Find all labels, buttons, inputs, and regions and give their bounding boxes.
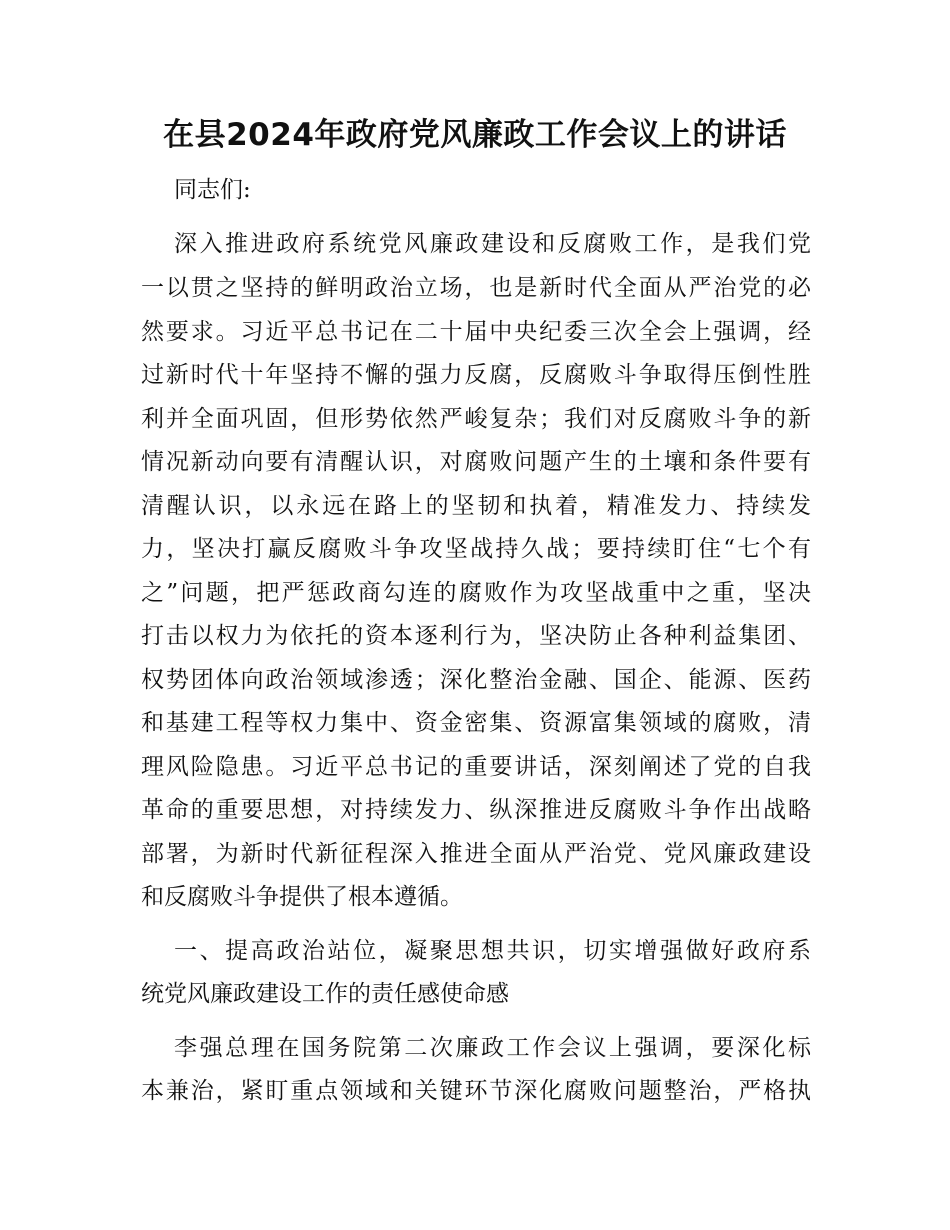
paragraph-line: 和反腐败斗争提供了根本遵循。 [141,884,463,910]
paragraph-line: 李强总理在国务院第二次廉政工作会议上强调，要深化标 [174,1035,811,1061]
paragraph-line: 之”问题，把严惩政商勾连的腐败作为攻坚战重中之重，坚决 [141,580,811,606]
paragraph-line: 力，坚决打赢反腐败斗争攻坚战持久战；要持续盯住“七个有 [141,536,811,562]
paragraph-line: 然要求。习近平总书记在二十届中央纪委三次全会上强调，经 [141,319,811,345]
paragraph-line: 本兼治，紧盯重点领域和关键环节深化腐败问题整治，严格执 [141,1078,811,1104]
paragraph-line: 部署，为新时代新征程深入推进全面从严治党、党风廉政建设 [141,841,811,867]
paragraph-line: 权势团体向政治领域渗透；深化整治金融、国企、能源、医药 [141,667,811,693]
paragraph-line: 打击以权力为依托的资本逐利行为，坚决防止各种利益集团、 [141,623,811,649]
paragraph-line: 革命的重要思想，对持续发力、纵深推进反腐败斗争作出战略 [141,797,811,823]
document-title: 在县2024年政府党风廉政工作会议上的讲话 [163,117,787,153]
paragraph-line: 情况新动向要有清醒认识，对腐败问题产生的土壤和条件要有 [141,449,811,475]
paragraph-line: 理风险隐患。习近平总书记的重要讲话，深刻阐述了党的自我 [141,754,811,780]
heading-line: 统党风廉政建设工作的责任感使命感 [141,981,509,1007]
paragraph-line: 和基建工程等权力集中、资金密集、资源富集领域的腐败，清 [141,710,811,736]
paragraph-line: 清醒认识，以永远在路上的坚韧和执着，精准发力、持续发 [141,493,811,519]
paragraph-line: 利并全面巩固，但形势依然严峻复杂；我们对反腐败斗争的新 [141,406,811,432]
salutation: 同志们: [174,177,251,203]
paragraph-line: 过新时代十年坚持不懈的强力反腐，反腐败斗争取得压倒性胜 [141,362,811,388]
paragraph-line: 一以贯之坚持的鲜明政治立场，也是新时代全面从严治党的必 [141,275,811,301]
paragraph-line: 深入推进政府系统党风廉政建设和反腐败工作，是我们党 [174,231,811,257]
heading-line: 一、提高政治站位，凝聚思想共识，切实增强做好政府系 [174,938,811,964]
